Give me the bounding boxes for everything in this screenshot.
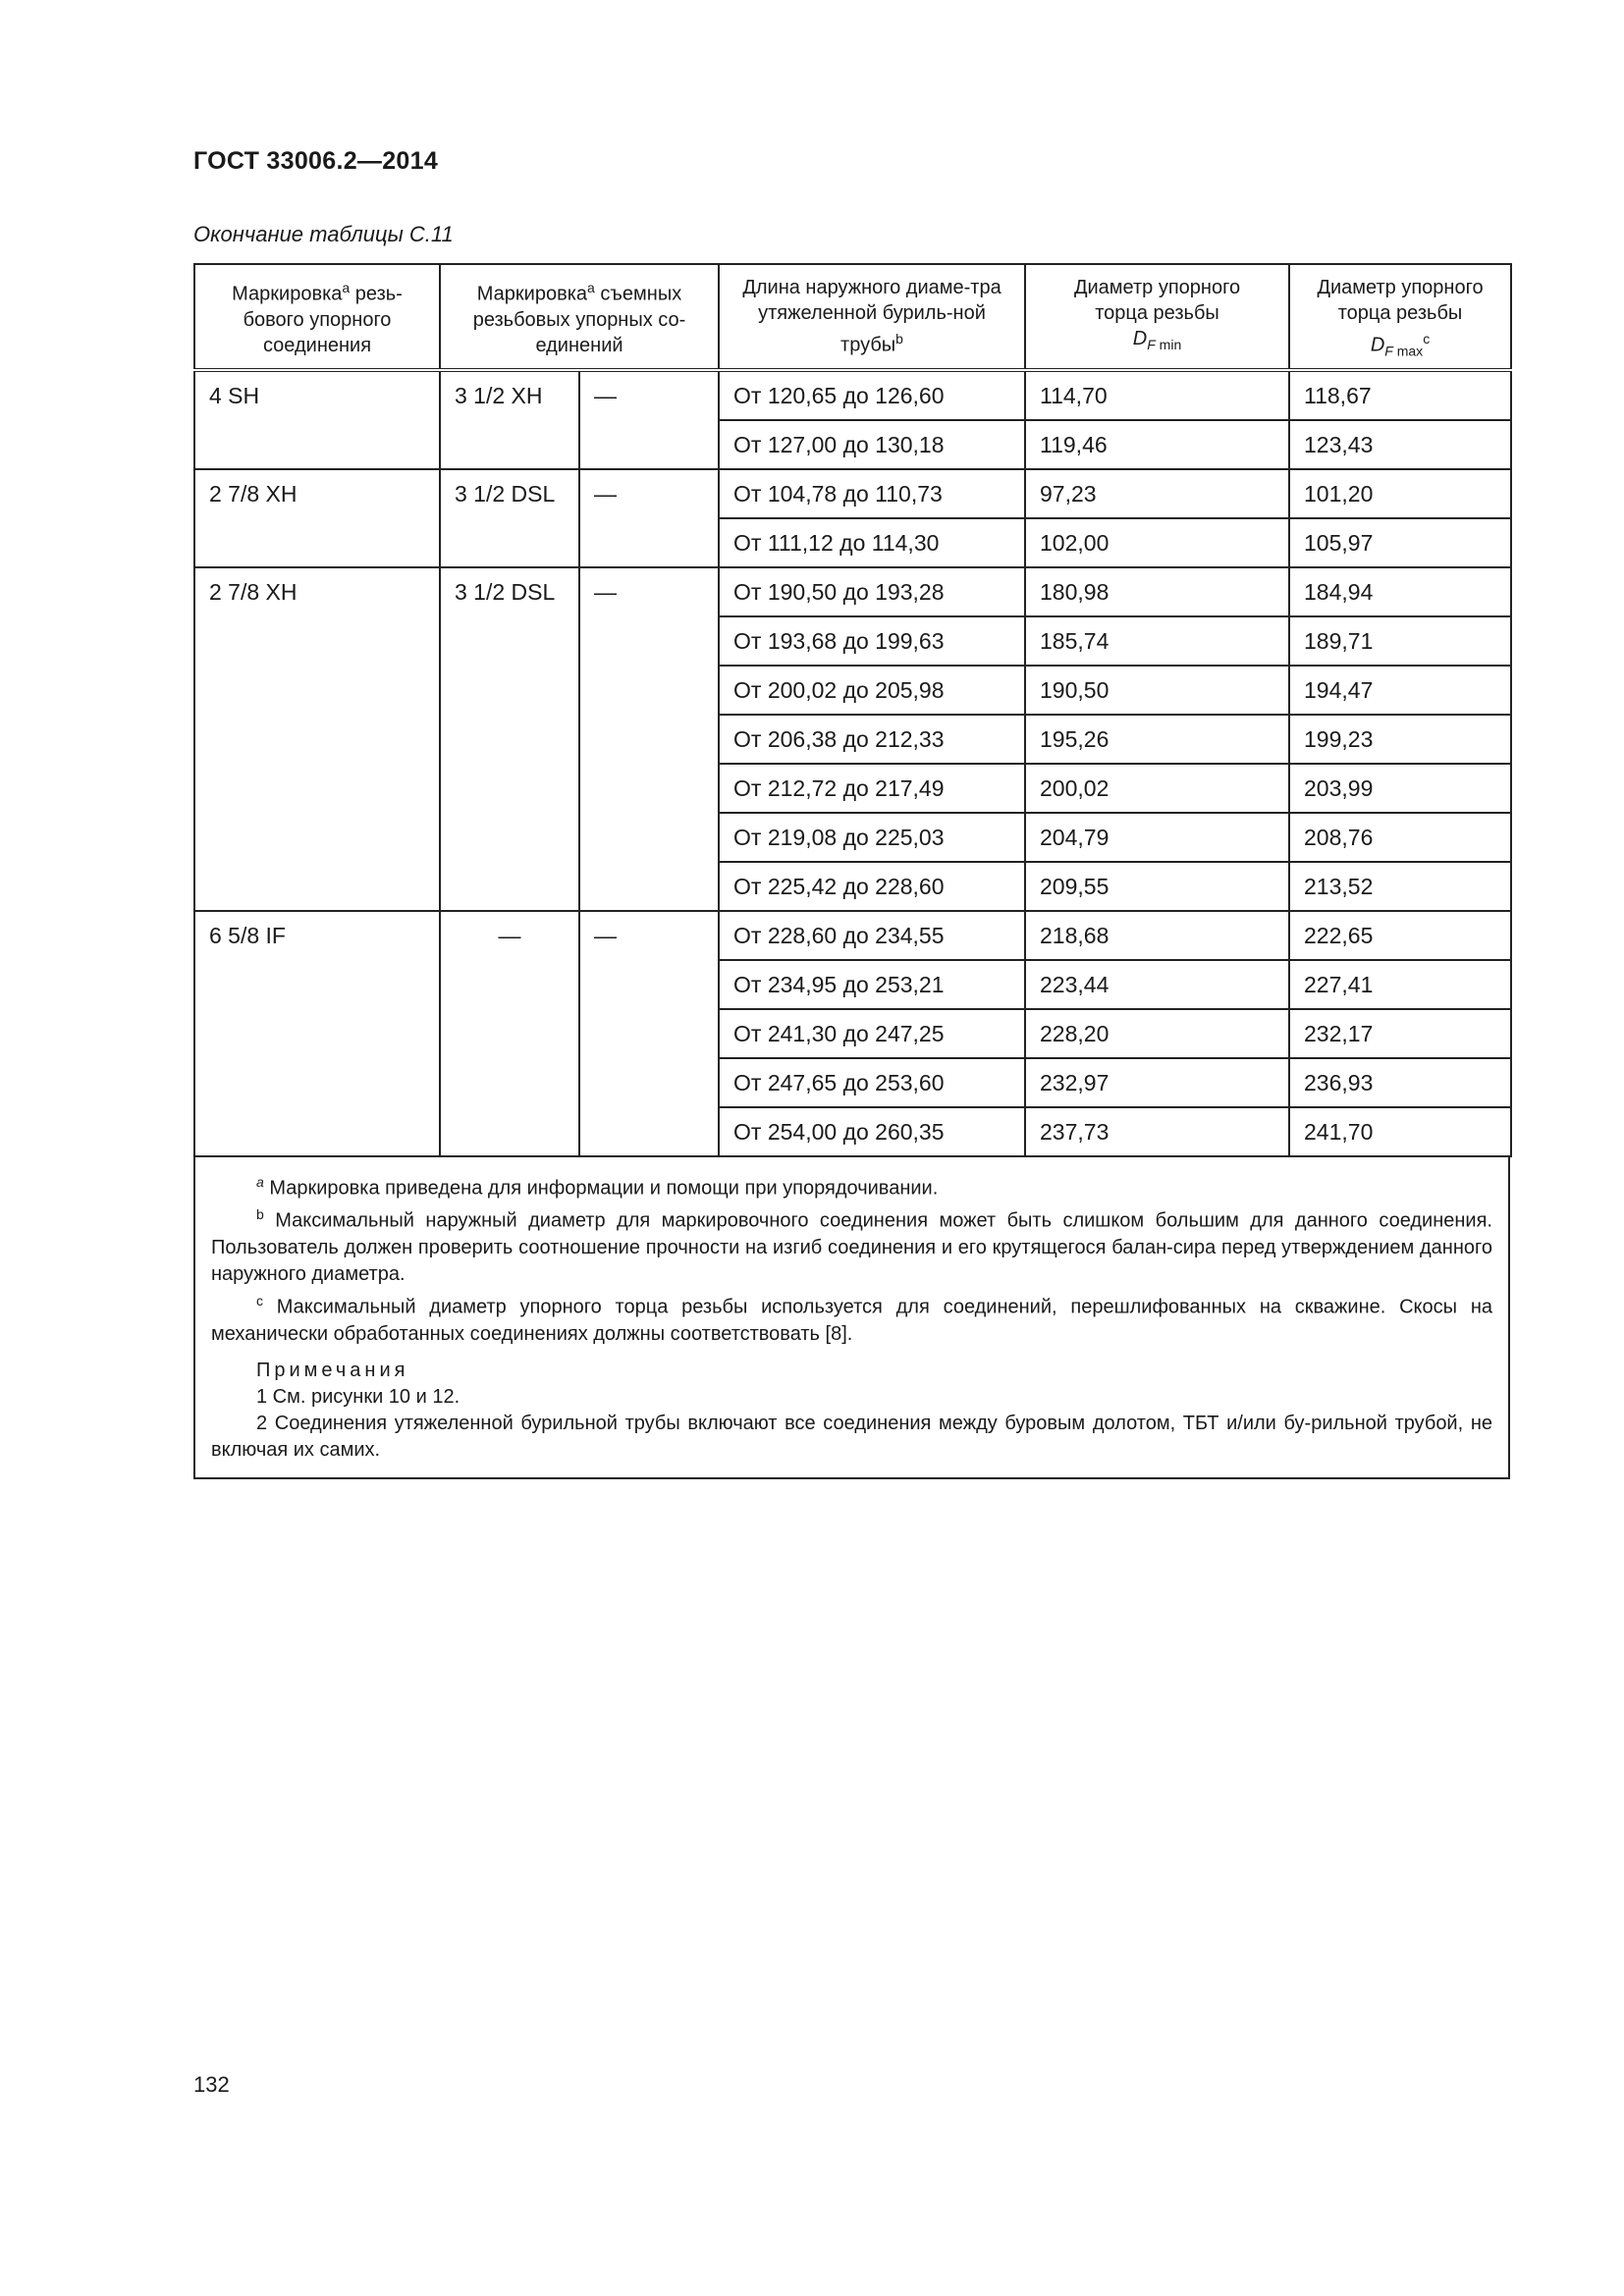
cell-dmax: 199,23 [1289, 715, 1511, 764]
cell-range: От 193,68 до 199,63 [719, 616, 1025, 666]
cell-range: От 247,65 до 253,60 [719, 1058, 1025, 1107]
cell-dmax: 184,94 [1289, 567, 1511, 616]
cell-range: От 190,50 до 193,28 [719, 567, 1025, 616]
cell-range: От 234,95 до 253,21 [719, 960, 1025, 1009]
note-item: 2 Соединения утяжеленной бурильной трубы включают все соединения между буровым долотом, ТБТ и/или бу-рильной трубой, не включая их самих. [211, 1412, 1492, 1461]
cell-dmax: 241,70 [1289, 1107, 1511, 1156]
cell-dmin: 209,55 [1025, 862, 1289, 911]
cell-dmin: 190,50 [1025, 666, 1289, 715]
cell-removable-b: — [579, 567, 719, 911]
cell-dmin: 200,02 [1025, 764, 1289, 813]
cell-dmin: 237,73 [1025, 1107, 1289, 1156]
note-item: 1 См. рисунки 10 и 12. [256, 1385, 460, 1408]
cell-marking: 2 7/8 XH [194, 567, 440, 911]
table-notes [193, 1157, 1510, 1479]
cell-dmin: 102,00 [1025, 518, 1289, 567]
cell-removable-b: — [579, 469, 719, 567]
cell-range: От 212,72 до 217,49 [719, 764, 1025, 813]
cell-range: От 120,65 до 126,60 [719, 370, 1025, 420]
cell-dmin: 114,70 [1025, 370, 1289, 420]
cell-range: От 200,02 до 205,98 [719, 666, 1025, 715]
cell-marking: 6 5/8 IF [194, 911, 440, 1156]
header-df-min: Диаметр упорного торца резьбы $D_{F min}$ [1025, 264, 1289, 370]
cell-dmin: 185,74 [1025, 616, 1289, 666]
header-row [194, 264, 1511, 370]
cell-dmax: 222,65 [1289, 911, 1511, 960]
cell-dmin: 180,98 [1025, 567, 1289, 616]
cell-range: От 254,00 до 260,35 [719, 1107, 1025, 1156]
cell-dmax: 213,52 [1289, 862, 1511, 911]
header-removable-marking: Маркировка$^а$ съемных резьбовых упорных со-единений [440, 264, 719, 370]
footnote-c: $^c$ Максимальный диаметр упорного торца резьбы используется для соединений, перешлифованных на скважине. Скосы на механически обработанных соединениях должны соответствовать [8]. [211, 1292, 1492, 1345]
cell-removable-a: 3 1/2 DSL [440, 469, 579, 567]
cell-dmin: 218,68 [1025, 911, 1289, 960]
cell-dmin: 232,97 [1025, 1058, 1289, 1107]
document-code: ГОСТ 33006.2—2014 [193, 147, 439, 175]
cell-dmax: 203,99 [1289, 764, 1511, 813]
cell-removable-b: — [579, 370, 719, 469]
cell-marking: 2 7/8 XH [194, 469, 440, 567]
cell-range: От 111,12 до 114,30 [719, 518, 1025, 567]
cell-range: От 225,42 до 228,60 [719, 862, 1025, 911]
notes-heading: Примечания [256, 1359, 409, 1381]
data-table [193, 263, 1512, 1157]
cell-range: От 228,60 до 234,55 [719, 911, 1025, 960]
table-row [194, 370, 1511, 420]
cell-dmax: 208,76 [1289, 813, 1511, 862]
cell-removable-a: — [440, 911, 579, 1156]
header-df-max: Диаметр упорного торца резьбы $D_{F max}^c$ [1289, 264, 1511, 370]
table-caption: Окончание таблицы С.11 [193, 222, 454, 246]
cell-removable-b: — [579, 911, 719, 1156]
cell-range: От 104,78 до 110,73 [719, 469, 1025, 518]
cell-removable-a: 3 1/2 XH [440, 370, 579, 469]
cell-dmin: 204,79 [1025, 813, 1289, 862]
cell-dmax: 236,93 [1289, 1058, 1511, 1107]
header-outer-diameter: Длина наружного диаме-тра утяжеленной буриль-ной трубы$^b$ [719, 264, 1025, 370]
footnote-b: $^b$ Максимальный наружный диаметр для маркировочного соединения может быть слишком большим для данного соединения. Пользователь должен проверить соотношение прочности на изгиб соединения и его крутящегося балан-сира перед утверждением данного наружного диаметра. [211, 1206, 1492, 1285]
cell-dmax: 189,71 [1289, 616, 1511, 666]
cell-dmin: 223,44 [1025, 960, 1289, 1009]
cell-dmin: 97,23 [1025, 469, 1289, 518]
cell-removable-a: 3 1/2 DSL [440, 567, 579, 911]
cell-range: От 127,00 до 130,18 [719, 420, 1025, 469]
cell-range: От 219,08 до 225,03 [719, 813, 1025, 862]
cell-dmin: 228,20 [1025, 1009, 1289, 1058]
cell-marking: 4 SH [194, 370, 440, 469]
page-number: 132 [193, 2072, 230, 2097]
cell-dmax: 101,20 [1289, 469, 1511, 518]
table-container [193, 263, 1510, 1479]
cell-dmax: 105,97 [1289, 518, 1511, 567]
cell-dmax: 232,17 [1289, 1009, 1511, 1058]
cell-dmax: 118,67 [1289, 370, 1511, 420]
cell-dmax: 123,43 [1289, 420, 1511, 469]
table-row [194, 567, 1511, 616]
cell-range: От 206,38 до 212,33 [719, 715, 1025, 764]
footnote-a: $^a$ Маркировка приведена для информации и помощи при упорядочивании. [256, 1173, 939, 1200]
table-row [194, 469, 1511, 518]
table-row [194, 911, 1511, 960]
cell-dmax: 194,47 [1289, 666, 1511, 715]
cell-dmax: 227,41 [1289, 960, 1511, 1009]
header-marking: Маркировка$^а$ резь-бового упорного соединения [194, 264, 440, 370]
cell-range: От 241,30 до 247,25 [719, 1009, 1025, 1058]
cell-dmin: 195,26 [1025, 715, 1289, 764]
cell-dmin: 119,46 [1025, 420, 1289, 469]
